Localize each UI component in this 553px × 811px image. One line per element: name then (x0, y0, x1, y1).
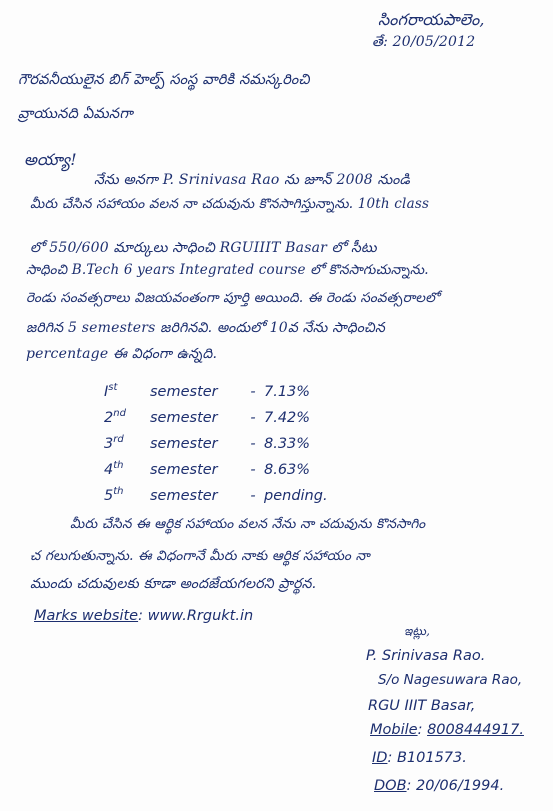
semester-value: 7.13% (264, 383, 311, 400)
dash: - (250, 487, 256, 504)
semester-label: semester (150, 487, 218, 504)
signature-id: ID: B101573. (372, 750, 467, 766)
semester-number: 4th (104, 460, 124, 478)
body-line-5: రెండు సంవత్సరాలు విజయవంతంగా పూర్తి అయింది. ఈ రెండు సంవత్సరాలలో (26, 290, 440, 306)
dash: - (250, 461, 256, 478)
semester-number: Ist (104, 382, 118, 400)
website-label: Marks website (34, 608, 139, 624)
dash: - (250, 409, 256, 426)
signature-college: RGU IIIT Basar, (368, 698, 476, 714)
website-link[interactable]: www.Rrgukt.in (147, 608, 254, 624)
id-value: B101573. (396, 750, 467, 766)
dash: - (250, 435, 256, 452)
semester-label: semester (150, 461, 218, 478)
closing-line-2: చ గలుగుతున్నాను. ఈ విధంగానే మీరు నాకు ఆర్థిక సహాయం నా (30, 548, 370, 564)
signature-name: P. Srinivasa Rao. (366, 648, 486, 664)
id-label: ID (372, 750, 388, 766)
body-line-7: percentage ఈ విధంగా ఉన్నది. (26, 346, 218, 362)
semester-row (104, 460, 310, 478)
semester-row (104, 408, 310, 426)
semester-value: 7.42% (264, 409, 311, 426)
semester-number: 5th (104, 486, 124, 504)
semester-label: semester (150, 383, 218, 400)
mobile-label: Mobile (370, 722, 418, 738)
signature-dob: DOB: 20/06/1994. (374, 778, 505, 794)
mobile-number: 8008444917. (427, 722, 524, 738)
body-line-4: సాధించి B.Tech 6 years Integrated course లో కొనసాగుచున్నాను. (26, 262, 429, 278)
body-line-3: లో 550/600 మార్కులు సాధించి RGUIIIT Basar లో సీటు (30, 240, 377, 256)
salutation: అయ్యా! (24, 150, 77, 169)
dob-value: 20/06/1994. (416, 778, 505, 794)
semester-label: semester (150, 409, 218, 426)
semester-row (104, 486, 328, 504)
signature-father: S/o Nagesuwara Rao, (378, 672, 523, 688)
semester-number: 3rd (104, 434, 124, 452)
website-separator: : (138, 608, 143, 624)
body-line-2: మీరు చేసిన సహాయం వలన నా చదువును కొనసాగిస్తున్నాను. 10th class (30, 196, 430, 212)
letter-date: తే: 20/05/2012 (372, 34, 476, 50)
semester-value: 8.33% (264, 435, 311, 452)
semester-number: 2nd (104, 408, 126, 426)
dash: - (250, 383, 256, 400)
addressee-line-2: వ్రాయునది ఏమనగా (18, 106, 133, 122)
signature-mobile: Mobile: 8008444917. (370, 722, 524, 738)
closing-line-3: ముందు చదువులకు కూడా అందజేయగలరని ప్రార్థన. (30, 576, 317, 592)
body-line-6: జరిగిన 5 semesters జరిగినవి. అందులో 10వ నేను సాధించిన (26, 320, 385, 336)
dob-label: DOB (374, 778, 407, 794)
marks-website (34, 608, 253, 624)
semester-row (104, 434, 310, 452)
addressee-line-1: గౌరవనీయులైన బిగ్ హెల్ప్ సంస్థ వారికి నమస్కరించి (18, 72, 310, 88)
letter-place: సింగరాయపాలెం, (378, 10, 485, 29)
body-line-1: నేను అనగా P. Srinivasa Rao ను జూన్ 2008 నుండి (94, 172, 411, 188)
semester-value: pending. (264, 487, 328, 504)
semester-label: semester (150, 435, 218, 452)
semester-value: 8.63% (264, 461, 311, 478)
semester-row (104, 382, 310, 400)
closing-line-1: మీరు చేసిన ఈ ఆర్థిక సహాయం వలన నేను నా చదువును కొనసాగిం (70, 516, 426, 532)
signature-closing: ఇట్లు, (404, 624, 431, 638)
